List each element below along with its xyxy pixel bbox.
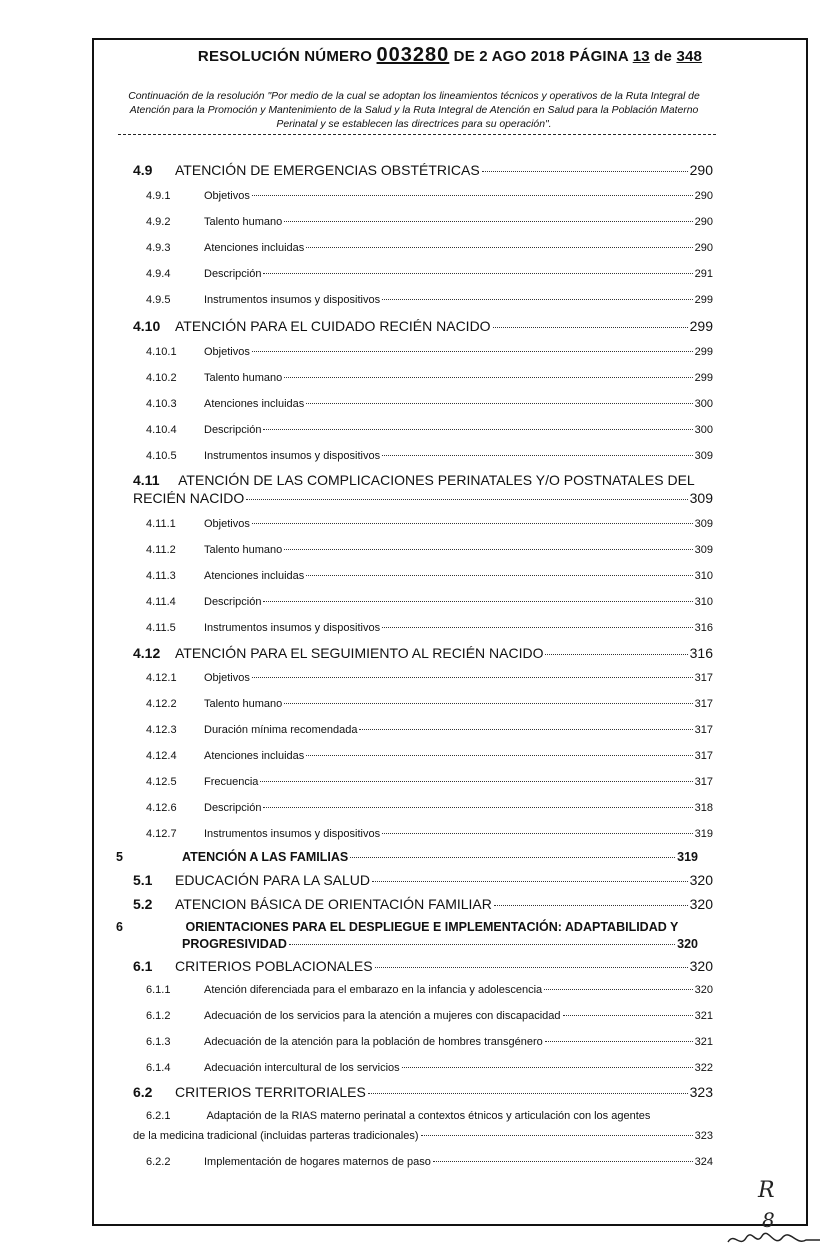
toc-number: 4.12.5 [146, 776, 177, 788]
toc-entry[interactable] [133, 958, 713, 974]
toc-page: 309 [694, 544, 713, 556]
toc-entry[interactable] [146, 672, 713, 684]
toc-page: 320 [689, 958, 713, 974]
toc-entry[interactable] [133, 1084, 713, 1100]
toc-page: 323 [694, 1130, 713, 1142]
dot-leader [289, 944, 675, 945]
toc-number: 4.10.2 [146, 372, 177, 384]
dot-leader [433, 1161, 693, 1162]
dot-leader [375, 967, 688, 968]
toc-entry[interactable] [146, 518, 713, 530]
toc-page: 299 [694, 372, 713, 384]
toc-number: 6.1.4 [146, 1062, 171, 1074]
dot-leader [284, 377, 692, 378]
toc-page: 310 [694, 596, 713, 608]
toc-title: Objetivos [204, 672, 250, 684]
toc-title: Instrumentos insumos y dispositivos [204, 450, 381, 462]
dot-leader [372, 881, 688, 882]
toc-page: 300 [694, 424, 713, 436]
resolution-date: 2 AGO 2018 [479, 48, 565, 65]
toc-title: Adecuación intercultural de los servicios [204, 1062, 400, 1074]
toc-entry[interactable] [133, 318, 713, 334]
toc-entry[interactable] [146, 424, 713, 436]
toc-number: 6.1.3 [146, 1036, 171, 1048]
toc-number: 5.2 [133, 896, 153, 912]
toc-title: Frecuencia [204, 776, 259, 788]
toc-page: 290 [694, 242, 713, 254]
toc-number: 4.11.3 [146, 570, 176, 582]
dot-leader [263, 807, 692, 808]
toc-number: 4.9.3 [146, 242, 171, 254]
toc-page: 317 [694, 776, 713, 788]
toc-title: ATENCIÓN A LAS FAMILIAS [182, 850, 349, 864]
toc-page: 309 [694, 518, 713, 530]
toc-title-continued: RECIÉN NACIDO [133, 490, 245, 506]
toc-entry[interactable] [146, 776, 713, 788]
toc-entry[interactable] [146, 802, 713, 814]
dot-leader [252, 523, 693, 524]
header-page-label: PÁGINA [569, 48, 629, 65]
toc-title: Descripción [204, 268, 262, 280]
toc-title: Instrumentos insumos y dispositivos [204, 622, 381, 634]
toc-page: 323 [689, 1084, 713, 1100]
toc-page: 321 [694, 1010, 713, 1022]
toc-page: 290 [689, 162, 713, 178]
toc-entry[interactable] [146, 570, 713, 582]
dot-leader [545, 1041, 693, 1042]
toc-title: Adecuación de la atención para la población de hombres transgénero [204, 1036, 543, 1048]
toc-title: EDUCACIÓN PARA LA SALUD [175, 872, 371, 888]
dot-leader [284, 549, 692, 550]
dot-leader [252, 195, 693, 196]
toc-entry[interactable] [146, 698, 713, 710]
toc-page: 320 [689, 872, 713, 888]
toc-number: 4.11 [133, 472, 160, 488]
toc-page: 324 [694, 1156, 713, 1168]
toc-entry[interactable] [116, 850, 698, 864]
toc-title: Implementación de hogares maternos de paso [204, 1156, 431, 1168]
toc-title: CRITERIOS TERRITORIALES [175, 1084, 366, 1100]
toc-title: Atenciones incluidas [204, 570, 305, 582]
toc-page: 319 [694, 828, 713, 840]
toc-title-continued: de la medicina tradicional (incluidas parteras tradicionales) [133, 1130, 419, 1142]
toc-entry[interactable] [146, 190, 713, 202]
dot-leader [284, 703, 692, 704]
toc-number: 6.1.1 [146, 984, 171, 996]
toc-number: 4.9.2 [146, 216, 171, 228]
toc-page: 310 [694, 570, 713, 582]
toc-title: Descripción [204, 802, 262, 814]
toc-entry-line1[interactable] [146, 1110, 650, 1122]
toc-number: 4.11.5 [146, 622, 176, 634]
toc-entry-line2[interactable] [133, 1130, 713, 1142]
toc-number: 6.1.2 [146, 1010, 171, 1022]
toc-number: 4.9 [133, 162, 153, 178]
toc-title: Descripción [204, 424, 262, 436]
margin-number-mark: 8 [762, 1208, 775, 1232]
toc-number: 4.12.7 [146, 828, 177, 840]
toc-number: 6.2.1 [146, 1110, 171, 1122]
toc-page: 320 [694, 984, 713, 996]
toc-entry[interactable] [146, 294, 713, 306]
toc-page: 309 [694, 450, 713, 462]
toc-entry[interactable] [146, 450, 713, 462]
toc-entry[interactable] [146, 544, 713, 556]
toc-title: Adecuación de los servicios para la atención a mujeres con discapacidad [204, 1010, 561, 1022]
dot-leader [382, 455, 693, 456]
toc-number: 4.12.1 [146, 672, 177, 684]
toc-entry[interactable] [146, 242, 713, 254]
toc-number: 4.10.5 [146, 450, 177, 462]
toc-page: 317 [694, 750, 713, 762]
toc-title: Atenciones incluidas [204, 242, 305, 254]
toc-entry[interactable] [146, 1156, 713, 1168]
toc-entry[interactable] [133, 162, 713, 178]
toc-number: 4.10.3 [146, 398, 177, 410]
toc-title: Atenciones incluidas [204, 398, 305, 410]
header-of: de [654, 48, 673, 65]
dot-leader [263, 601, 692, 602]
page-number: 13 [632, 48, 650, 65]
toc-page: 317 [694, 698, 713, 710]
toc-title: Objetivos [204, 190, 250, 202]
header-de: DE [453, 48, 475, 65]
dot-leader [306, 247, 692, 248]
toc-entry[interactable] [146, 828, 713, 840]
dot-leader [482, 171, 688, 172]
toc-page: 322 [694, 1062, 713, 1074]
toc-entry[interactable] [146, 596, 713, 608]
dot-leader [350, 857, 675, 858]
toc-title: CRITERIOS POBLACIONALES [175, 958, 373, 974]
toc-number: 4.9.5 [146, 294, 171, 306]
toc-entry[interactable] [146, 750, 713, 762]
toc-entry[interactable] [146, 372, 713, 384]
dot-leader [263, 273, 692, 274]
toc-title: Talento humano [204, 544, 283, 556]
toc-number: 4.12 [133, 645, 161, 661]
toc-entry[interactable] [146, 346, 713, 358]
toc-number: 4.10.1 [146, 346, 177, 358]
toc-entry[interactable] [133, 896, 713, 912]
toc-title: ORIENTACIONES PARA EL DESPLIEGUE E IMPLEMENTACIÓN: ADAPTABILIDAD Y [185, 920, 679, 934]
dot-leader [493, 327, 688, 328]
toc-page: 316 [694, 622, 713, 634]
toc-number: 6 [116, 920, 123, 934]
toc-title: Descripción [204, 596, 262, 608]
toc-page: 300 [694, 398, 713, 410]
signature-scribble [724, 1226, 824, 1252]
toc-number: 4.11.1 [146, 518, 176, 530]
toc-page: 320 [689, 896, 713, 912]
resolution-number: 003280 [376, 44, 450, 66]
toc-title: Duración mínima recomendada [204, 724, 358, 736]
toc-entry-line1[interactable] [116, 920, 678, 934]
toc-title: Instrumentos insumos y dispositivos [204, 828, 381, 840]
toc-number: 4.11.4 [146, 596, 176, 608]
toc-page: 290 [694, 190, 713, 202]
resolution-continuation-text: Continuación de la resolución "Por medio de la cual se adoptan los lineamientos técnicos y operativos de la Ruta Integral de Atención para la Promoción y Mantenimiento de la Salud y la Ruta Integral de Atención en Salud para la Población Materno Perinatal y se establecen las directrices para su operación". [128, 91, 700, 130]
toc-number: 5 [116, 850, 123, 864]
toc-title: Talento humano [204, 216, 283, 228]
page-total: 348 [676, 48, 703, 65]
dot-leader [494, 905, 688, 906]
toc-title: ATENCIÓN PARA EL SEGUIMIENTO AL RECIÉN NACIDO [175, 645, 544, 661]
toc-page: 299 [694, 294, 713, 306]
toc-page: 319 [677, 850, 698, 864]
dot-leader [359, 729, 692, 730]
toc-entry[interactable] [146, 398, 713, 410]
toc-title: Objetivos [204, 518, 250, 530]
toc-title: Talento humano [204, 372, 283, 384]
toc-entry[interactable] [146, 1010, 713, 1022]
toc-entry-line2[interactable] [182, 937, 698, 951]
toc-number: 4.12.6 [146, 802, 177, 814]
dot-leader [544, 989, 692, 990]
toc-entry[interactable] [146, 1036, 713, 1048]
dot-leader [402, 1067, 693, 1068]
toc-number: 4.12.3 [146, 724, 177, 736]
toc-page: 291 [694, 268, 713, 280]
dot-leader [306, 755, 692, 756]
toc-page: 317 [694, 672, 713, 684]
header-prefix: RESOLUCIÓN NÚMERO [197, 48, 373, 65]
toc-title: Atención diferenciada para el embarazo en la infancia y adolescencia [204, 984, 543, 996]
toc-number: 4.9.1 [146, 190, 171, 202]
dot-leader [252, 677, 693, 678]
toc-title: Adaptación de la RIAS materno perinatal a contextos étnicos y articulación con los agentes [206, 1110, 651, 1122]
toc-title: Instrumentos insumos y dispositivos [204, 294, 381, 306]
toc-page: 316 [689, 645, 713, 661]
toc-entry[interactable] [146, 1062, 713, 1074]
dot-leader [246, 499, 687, 500]
toc-page: 317 [694, 724, 713, 736]
toc-entry-line2[interactable] [133, 490, 713, 506]
toc-number: 4.10 [133, 318, 161, 334]
toc-entry[interactable] [133, 645, 713, 661]
dot-leader [306, 575, 692, 576]
toc-number: 4.9.4 [146, 268, 171, 280]
dot-leader [306, 403, 692, 404]
toc-entry-line1[interactable] [133, 472, 695, 488]
dot-leader [563, 1015, 693, 1016]
toc-page: 309 [689, 490, 713, 506]
toc-page: 321 [694, 1036, 713, 1048]
toc-title: Objetivos [204, 346, 250, 358]
dot-leader [421, 1135, 693, 1136]
toc-title: ATENCION BÁSICA DE ORIENTACIÓN FAMILIAR [175, 896, 492, 912]
toc-number: 6.2.2 [146, 1156, 171, 1168]
toc-number: 6.2 [133, 1084, 153, 1100]
toc-entry[interactable] [146, 984, 713, 996]
toc-number: 6.1 [133, 958, 153, 974]
toc-number: 4.12.2 [146, 698, 177, 710]
dot-leader [368, 1093, 688, 1094]
toc-entry[interactable] [146, 622, 713, 634]
toc-entry[interactable] [146, 216, 713, 228]
dot-leader [545, 654, 687, 655]
dot-leader [260, 781, 692, 782]
toc-entry[interactable] [146, 724, 713, 736]
toc-title: ATENCIÓN PARA EL CUIDADO RECIÉN NACIDO [175, 318, 491, 334]
toc-number: 5.1 [133, 872, 153, 888]
toc-title-continued: PROGRESIVIDAD [182, 937, 287, 951]
dot-leader [284, 221, 692, 222]
margin-initial-mark: R [758, 1178, 775, 1203]
toc-entry[interactable] [133, 872, 713, 888]
toc-page: 299 [694, 346, 713, 358]
dot-leader [263, 429, 692, 430]
dot-leader [382, 627, 693, 628]
toc-page: 320 [677, 937, 698, 951]
toc-title: Talento humano [204, 698, 283, 710]
toc-number: 4.12.4 [146, 750, 177, 762]
toc-title: ATENCIÓN DE EMERGENCIAS OBSTÉTRICAS [175, 162, 480, 178]
toc-number: 4.11.2 [146, 544, 176, 556]
toc-title: Atenciones incluidas [204, 750, 305, 762]
dot-leader [382, 299, 693, 300]
toc-title: ATENCIÓN DE LAS COMPLICACIONES PERINATALES Y/O POSTNATALES DEL [178, 472, 695, 488]
toc-number: 4.10.4 [146, 424, 177, 436]
dot-leader [252, 351, 693, 352]
toc-entry[interactable] [146, 268, 713, 280]
toc-page: 299 [689, 318, 713, 334]
dot-leader [382, 833, 693, 834]
toc-page: 318 [694, 802, 713, 814]
toc-page: 290 [694, 216, 713, 228]
